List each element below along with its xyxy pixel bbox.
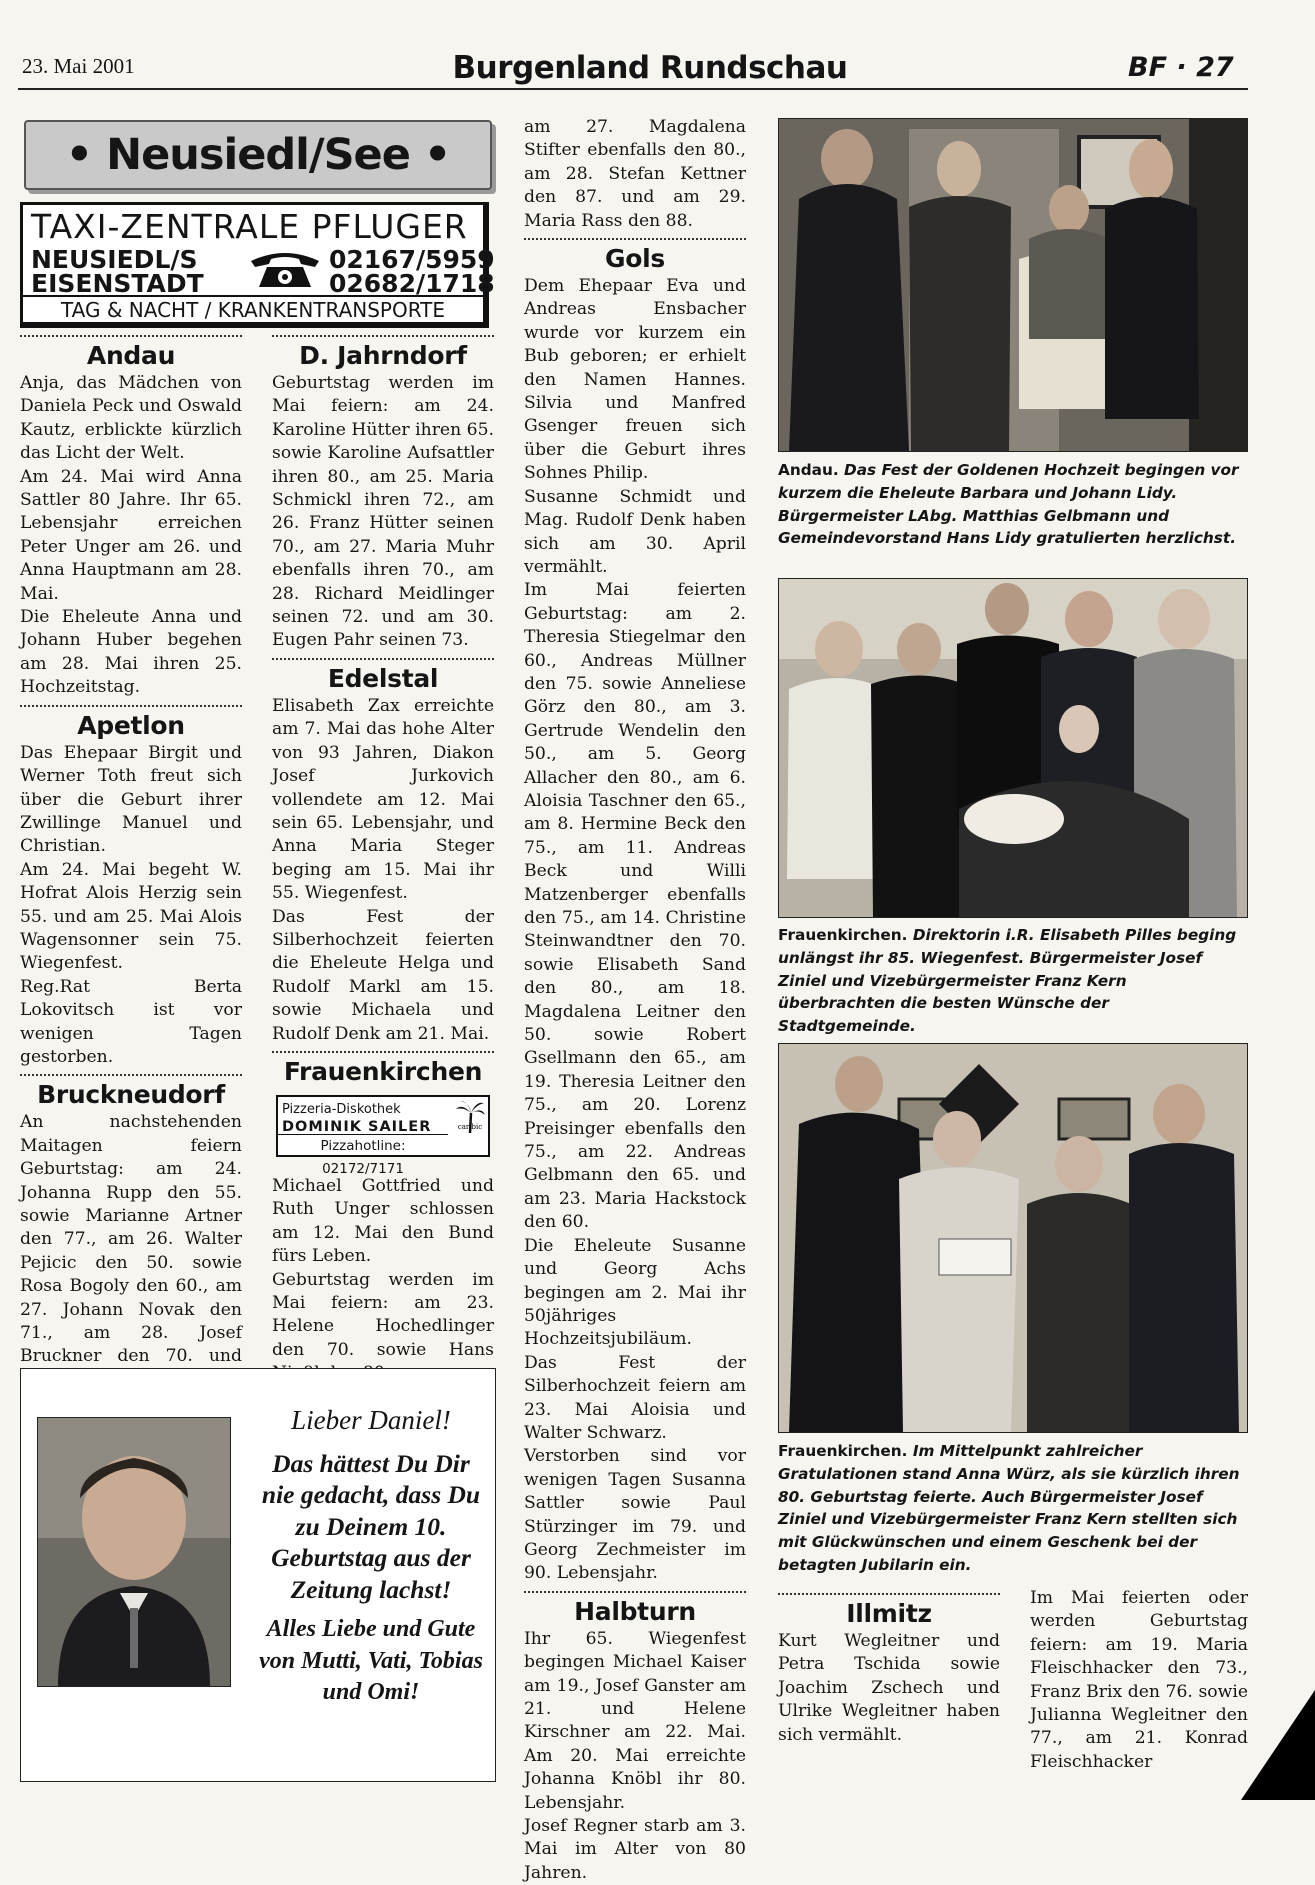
heading-d-jahrndorf: D. Jahrndorf	[299, 341, 467, 370]
photo-andau-golden-wedding	[778, 118, 1248, 452]
issue-date: 23. Mai 2001	[22, 54, 135, 78]
section-divider	[524, 1591, 746, 1593]
article-text: Das Fest der Silberhochzeit feierten die Eheleute Helga und Rudolf Markl am 15. sowie Michaela und Rudolf Denk am 21. Mai.	[272, 906, 494, 1044]
palm-logo-text: caribic	[457, 1122, 483, 1131]
column-4	[778, 1588, 1000, 1747]
photo-caption-andau	[778, 459, 1248, 550]
section-divider	[272, 1051, 494, 1053]
heading-gols: Gols	[605, 244, 665, 274]
pizzeria-advertisement	[276, 1095, 490, 1178]
taxi-advertisement	[20, 202, 495, 328]
region-banner	[24, 120, 492, 190]
article-text: Die Eheleute Anna und Johann Huber begehen am 28. Mai ihren 25. Hochzeitstag.	[20, 607, 242, 698]
article-text: Michael Gottfried und Ruth Unger schlossen am 12. Mai den Bund fürs Leben.	[272, 1175, 494, 1267]
article-text: Geburtstag werden im Mai feiern: am 23. Helene Hochedlinger den 70. sowie Hans	[272, 1269, 494, 1360]
article-text: Josef Regner starb am 3. Mai im Alter von 80 Jahren.	[524, 1816, 746, 1883]
taxi-ad-footer: TAG & NACHT / KRANKENTRANSPORTE	[23, 295, 483, 324]
article-text: Das Ehepaar Birgit und Werner Toth freut sich über die Geburt ihrer Zwillinge Manuel und Christian.	[20, 742, 242, 857]
pizza-ad-hotline: Pizzahotline: 02172/7171	[278, 1134, 448, 1182]
greeting-text	[253, 1405, 489, 1709]
article-text: Elisabeth Zax erreichte am 7. Mai das hohe Alter von 93 Jahren, Diakon Josef Jurkovich vollendete am 12. Mai sein 65. Lebensjahr, und Anna Maria Steger beging am 15. Mai ihr 55. Wiegenfest.	[272, 695, 494, 904]
photo-image	[779, 579, 1247, 917]
column-2	[272, 330, 494, 1386]
column-3	[524, 116, 746, 1885]
section-divider	[20, 335, 242, 337]
heading-andau: Andau	[86, 341, 176, 370]
taxi-ad-phone-1: 02167/5959	[329, 245, 495, 274]
pizza-ad-line-1: Pizzeria-Diskothek	[282, 1101, 401, 1117]
region-banner-label: • Neusiedl/See •	[65, 130, 451, 180]
section-divider	[20, 705, 242, 707]
greeting-body: Das hättest Du Dir nie gedacht, dass Du zu Deinem 10. Geburtstag aus der Zeitung lachst!	[261, 1448, 481, 1604]
article-text: Anja, das Mädchen von Daniela Peck und Oswald Kautz, erblickte kürzlich das Licht der Welt.	[20, 373, 242, 464]
heading-frauenkirchen: Frauenkirchen	[283, 1056, 483, 1086]
section-divider	[20, 1074, 242, 1076]
article-text: Susanne Schmidt und Mag. Rudolf Denk haben sich am 30. April vermählt.	[524, 486, 746, 577]
article-text: Dem Ehepaar Eva und Andreas Ensbacher wurde vor kurzem ein Bub geboren; er erhielt den Namen Hannes. Silvia und Manfred Gsenger freuen sich über die Geburt ihres Sohnes Philip.	[524, 276, 746, 484]
masthead-rule	[18, 88, 1248, 90]
caption-text: Das Fest der Goldenen Hochzeit begingen vor kurzem die Eheleute Barbara und Johann Lidy. Bürgermeister LAbg. Matthias Gelbmann und Gemeindevorstand Hans Lidy gratulierten herzlichst.	[778, 461, 1239, 548]
newspaper-title: Burgenland Rundschau	[452, 50, 848, 86]
caption-text: Im Mittelpunkt zahlreicher Gratulationen stand Anna Würz, als sie kürzlich ihren 80. Geburtstag feierte. Auch Bürgermeister Josef Ziniel und Vizebürgermeister Franz Kern stellten sich mit Glückwünschen und einem Geschenk bei der betagten Jubilarin ein.	[778, 1442, 1240, 1574]
article-text: An nachstehenden Maitagen feiern Geburtstag: am 24. Johanna Rupp den 55. sowie Marianne Artner den 77., am 26. Walter Pejicic den 50. sowie Rosa Bogoly den 60., am 27. Johann Novak den 71., am 28. Josef Bruckner den 70. und	[20, 1112, 242, 1367]
article-text: am 27. Magdalena Stifter ebenfalls den 80., am 28. Stefan Kettner den 87. und am 29. Maria Rass den 88.	[524, 117, 746, 231]
photo-caption-frauenkirchen-1	[778, 924, 1248, 1038]
section-divider	[524, 238, 746, 240]
article-text: Ihr 65. Wiegenfest begingen Michael Kaiser am 19., Josef Ganster am 21. und Helene Kirschner am 22. Mai. Am 20. Mai erreichte Johanna Knöbl ihr 80. Lebensjahr.	[524, 1628, 746, 1813]
greeting-title: Lieber Daniel!	[291, 1405, 451, 1435]
article-text: Das Fest der Silberhochzeit feiern am 23. Mai Aloisia und Walter Schwarz.	[524, 1352, 746, 1443]
heading-edelstal: Edelstal	[327, 663, 439, 693]
photo-image	[38, 1418, 230, 1686]
article-text: Reg.Rat Berta Lokovitsch ist vor wenigen Tagen gestorben.	[20, 976, 242, 1067]
article-text: Am 24. Mai wird Anna Sattler 80 Jahre. Ihr 65. Lebensjahr erreichen Peter Unger am 26. und Anna Hauptmann am 28. Mai.	[20, 466, 242, 604]
photo-daniel	[37, 1417, 231, 1687]
photo-caption-frauenkirchen-2	[778, 1440, 1248, 1577]
telephone-icon	[245, 249, 325, 289]
section-divider	[272, 658, 494, 660]
caption-place: Andau.	[778, 461, 839, 479]
section-divider	[778, 1593, 1000, 1595]
article-text: Verstorben sind vor wenigen Tagen Susanna Sattler sowie Paul Stürzinger im 79. und Georg Zechmeister im 90. Lebensjahr.	[524, 1446, 746, 1584]
section-divider	[272, 335, 494, 337]
caption-text: Direktorin i.R. Elisabeth Pilles beging unlängst ihr 85. Wiegenfest. Bürgermeister Josef Ziniel und Vizebürgermeister Franz Kern überbrachten die besten Wünsche der Stadtgemeinde.	[778, 926, 1237, 1036]
taxi-ad-title: TAXI-ZENTRALE PFLUGER	[31, 207, 468, 246]
taxi-ad-place-2: EISENSTADT	[31, 269, 204, 298]
photo-image	[779, 119, 1247, 451]
heading-apetlon: Apetlon	[77, 710, 185, 740]
birthday-greeting-box	[20, 1368, 496, 1782]
heading-halbturn: Halbturn	[574, 1596, 696, 1626]
photo-frauenkirchen-pilles	[778, 578, 1248, 918]
greeting-closing: Alles Liebe und Gute von Mutti, Vati, Tobias und Omi!	[259, 1616, 483, 1705]
column-1	[20, 330, 242, 1416]
caption-place: Frauenkirchen.	[778, 1442, 908, 1460]
taxi-ad-phone-2: 02682/1718	[329, 269, 495, 298]
photo-frauenkirchen-wuerz	[778, 1043, 1248, 1433]
page-number: BF · 27	[1128, 52, 1234, 83]
article-text: Kurt Wegleitner und Petra Tschida sowie Joachim Zschech und Ulrike Wegleitner haben sich vermählt.	[778, 1631, 1000, 1745]
palm-tree-logo-icon	[454, 1099, 486, 1133]
heading-illmitz: Illmitz	[846, 1599, 932, 1628]
photo-image	[779, 1044, 1247, 1432]
taxi-ad-place-1: NEUSIEDL/S	[31, 245, 198, 274]
article-text: Die Eheleute Susanne und Georg Achs begingen am 2. Mai ihr 50jähriges Hochzeitsjubiläum.	[524, 1235, 746, 1350]
column-5	[1030, 1587, 1248, 1774]
page-corner-mark	[1241, 1690, 1315, 1800]
article-text: Geburtstag werden im Mai feiern: am 24. Karoline Hütter ihren 65. sowie Karoline Aufsattler ihren 80., am 25. Maria Schmickl ihren 72., am 26. Franz Hütter seinen 70., am 27. Maria Muhr ebenfalls ihren 70., am 28. Richard Meidlinger seinen 72. und am 30. Eugen Pahr seinen 73.	[272, 373, 494, 651]
caption-place: Frauenkirchen.	[778, 926, 908, 944]
heading-bruckneudorf: Bruckneudorf	[37, 1080, 225, 1110]
pizza-ad-line-2: DOMINIK SAILER	[282, 1118, 432, 1135]
article-text: Im Mai feierten oder werden Geburtstag feiern: am 19. Maria Fleischhacker den 73., Franz Brix den 76. sowie Julianna Wegleitner den 77., am 21. Konrad Fleischhacker	[1030, 1588, 1248, 1772]
article-text: Am 24. Mai begeht W. Hofrat Alois Herzig sein 55. und am 25. Mai Alois Wagensonner sein 75. Wiegenfest.	[20, 859, 242, 974]
article-text: Im Mai feierten Geburtstag: am 2. Theresia Stiegelmar den 60., Andreas Müllner den 75. sowie Anneliese Görz den 80., am 3. Gertrude Wendelin den 50., am 5. Georg Allacher den 80., am 6. Aloisia Taschner den 65., am 8. Hermine Beck den 75., am 11. Andreas Beck und Willi Matzenberger ebenfalls den 75., am 14. Christine Steinwandtner den 70. sowie Elisabeth Sand den 80., am 18. Magdalena Leitner den 50. sowie Robert Gsellmann den 65., am 19. Theresia Leitner den 75., am 20. Lorenz Preisinger ebenfalls den 75., am 22. Andreas Gelbmann den 65. und am 23. Maria Hackstock den 60.	[524, 580, 746, 1233]
